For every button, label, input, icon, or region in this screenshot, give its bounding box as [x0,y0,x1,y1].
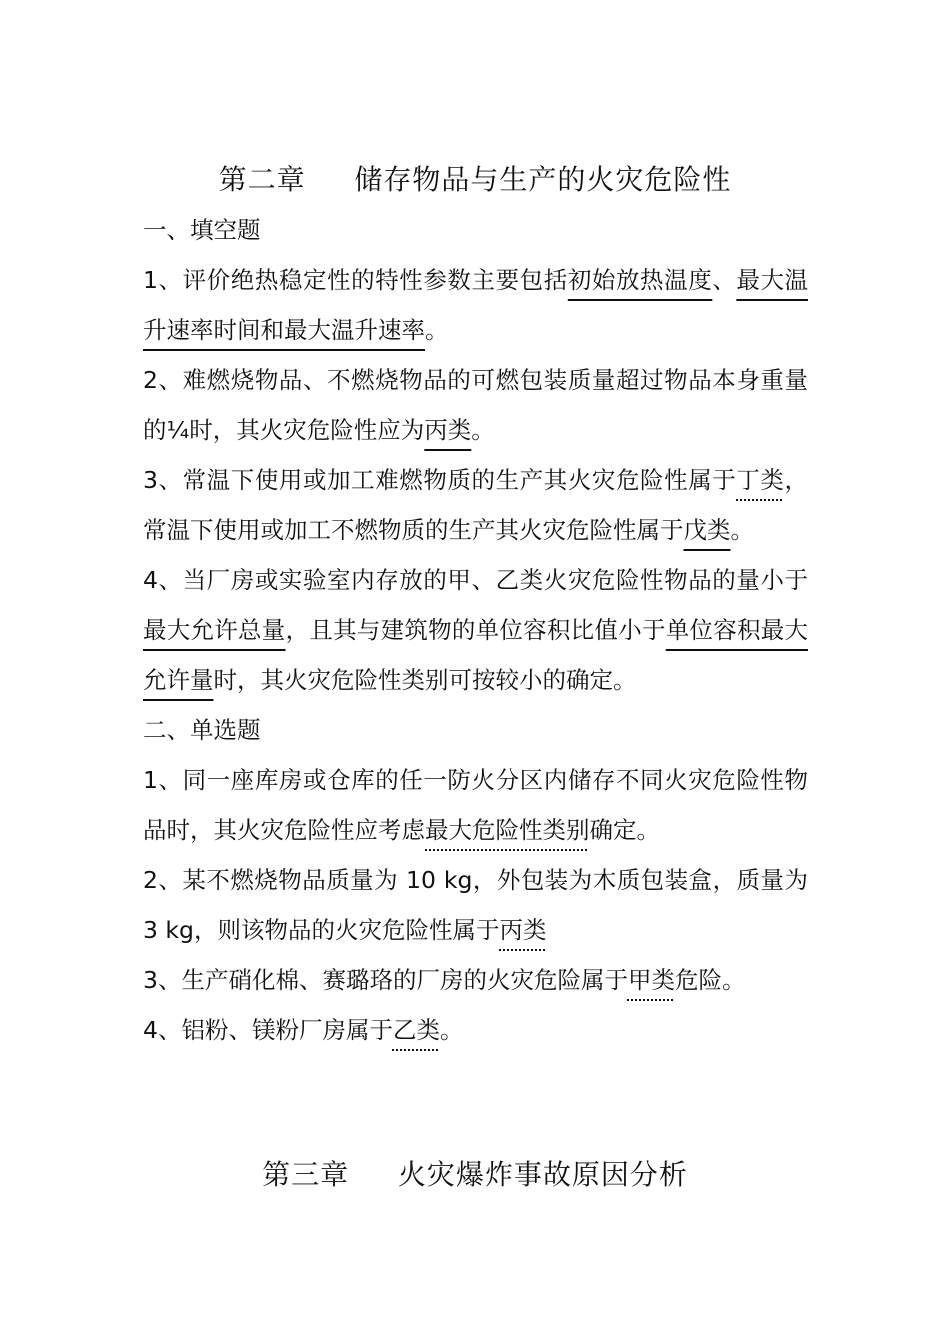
choice-question-2 [143,855,808,955]
fill-question-4 [143,555,808,705]
choice-q2-text: 2、某不燃烧物品质量为 10 kg，外包装为木质包装盒，质量为 3 kg，则该物品的火灾危险性属于 [143,866,808,944]
fill-q2-answer: 丙类 [424,416,472,444]
chapter-2-title: 第二章 储存物品与生产的火灾危险性 [218,163,732,196]
fill-question-3 [143,455,808,555]
fill-q1-text: 1、评价绝热稳定性的特性参数主要包括 [143,266,568,294]
fill-q4-answer-1: 最大允许总量 [143,616,286,644]
choice-q2-answer: 丙类 [499,916,547,944]
choice-q3-end: 危险。 [674,966,746,994]
fill-q1-separator: 、 [712,266,737,294]
choice-q3-text: 3、生产硝化棉、赛璐珞的厂房的火灾危险属于 [143,966,628,994]
choice-q4-answer: 乙类 [392,1016,440,1044]
fill-question-1 [143,255,808,355]
chapter-2-body [143,205,808,1055]
fill-q2-end: 。 [471,416,495,444]
choice-question-4 [143,1005,808,1055]
choice-question-1 [143,755,808,855]
fill-q4-answer-2: 单位容积最大允许量 [143,616,809,694]
choice-q1-text: 1、同一座库房或仓库的任一防火分区内储存不同火灾危险性物品时，其火灾危险性应考虑 [143,766,808,844]
fill-q4-end: 时，其火灾危险性类别可按较小的确定。 [213,666,637,694]
fill-q1-answer-1: 初始放热温度 [567,266,713,294]
choice-q4-end: 。 [439,1016,464,1044]
fill-q2-text: 2、难燃烧物品、不燃烧物品的可燃包装质量超过物品本身重量的¼时，其火灾危险性应为 [143,366,808,444]
choice-q4-text: 4、铝粉、镁粉厂房属于 [143,1016,393,1044]
fill-q3-answer-2: 戊类 [683,516,731,544]
fill-in-section-heading: 一、填空题 [143,216,261,244]
single-choice-section-heading: 二、单选题 [143,716,261,744]
choice-q1-end: 确定。 [589,816,660,844]
chapter-3-title: 第三章 火灾爆炸事故原因分析 [262,1158,688,1191]
fill-q4-text: 4、当厂房或实验室内存放的甲、乙类火灾危险性物品的量小于 [143,566,808,594]
fill-q1-end: 。 [425,316,449,344]
choice-question-3 [143,955,808,1005]
fill-q3-text: 3、常温下使用或加工难燃物质的生产其火灾危险性属于 [143,466,737,494]
fill-q3-answer-1: 丁类 [736,466,785,494]
fill-q3-end: 。 [730,516,754,544]
fill-q1-answer-2: 最大温升速率时间和最大温升速率 [143,266,809,344]
fill-q3-mid: ，常温下使用或加工不燃物质的生产其火灾危险性属于 [143,466,809,544]
fill-q4-mid: ，且其与建筑物的单位容积比值小于 [285,616,666,644]
choice-q3-answer: 甲类 [627,966,675,994]
fill-question-2 [143,355,808,455]
choice-q1-answer: 最大危险性类别 [425,816,590,844]
